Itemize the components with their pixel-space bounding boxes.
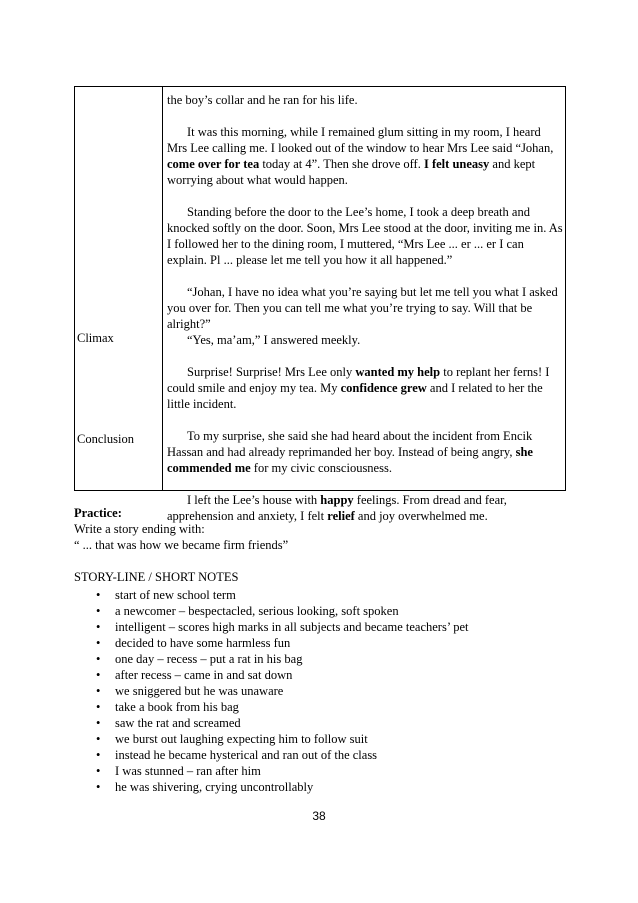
list-item: [74, 603, 574, 619]
story-paragraph-2: It was this morning, while I remained glum sitting in my room, I heard Mrs Lee calling me. I looked out of the window to hear Mrs Lee said “Johan, come over for tea today at 4”. Then she drove off. I felt uneasy and kept worrying about what would happen.: [167, 125, 554, 187]
page-number: 38: [312, 809, 326, 823]
bullet-icon: •: [96, 588, 101, 602]
story-paragraph-5: “Yes, ma’am,” I answered meekly.: [187, 333, 361, 347]
list-item-text: decided to have some harmless fun: [115, 636, 291, 650]
notes-heading: STORY-LINE / SHORT NOTES: [74, 570, 239, 584]
list-item: [74, 587, 574, 603]
list-item-text: instead he became hysterical and ran out of the class: [115, 748, 378, 762]
list-item: [74, 651, 574, 667]
story-paragraph-1: the boy’s collar and he ran for his life.: [167, 93, 358, 107]
bullet-icon: •: [96, 684, 101, 698]
list-item: [74, 731, 574, 747]
bullet-icon: •: [96, 748, 101, 762]
practice-instruction: Write a story ending with:: [74, 522, 205, 536]
story-paragraph-7: To my surprise, she said she had heard about the incident from Encik Hassan and had already reprimanded her boy. Instead of being angry, she commended me for my civic consciousness.: [167, 429, 533, 475]
list-item-text: a newcomer – bespectacled, serious looking, soft spoken: [115, 604, 399, 618]
list-item: [74, 715, 574, 731]
bullet-icon: •: [96, 668, 101, 682]
story-paragraph-6: Surprise! Surprise! Mrs Lee only wanted my help to replant her ferns! I could smile and enjoy my tea. My confidence grew and I related to her the little incident.: [167, 365, 550, 411]
list-item-text: saw the rat and screamed: [115, 716, 241, 730]
list-item-text: we sniggered but he was unaware: [115, 684, 284, 698]
bullet-icon: •: [96, 716, 101, 730]
bullet-icon: •: [96, 652, 101, 666]
list-item: [74, 699, 574, 715]
list-item: [74, 683, 574, 699]
bullet-icon: •: [96, 604, 101, 618]
practice-heading: Practice:: [74, 506, 122, 520]
list-item: [74, 635, 574, 651]
list-item-text: intelligent – scores high marks in all subjects and became teachers’ pet: [115, 620, 469, 634]
story-paragraph-4: “Johan, I have no idea what you’re saying but let me tell you what I asked you over for. Then you can tell me what you’re trying to say. Will that be alright?”: [167, 285, 558, 331]
list-item: [74, 619, 574, 635]
list-item-text: after recess – came in and sat down: [115, 668, 293, 682]
bullet-icon: •: [96, 636, 101, 650]
bullet-icon: •: [96, 780, 101, 794]
practice-section: [74, 505, 574, 795]
story-paragraph-3: Standing before the door to the Lee’s home, I took a deep breath and knocked softly on the door. Soon, Mrs Lee stood at the door, inviting me in. As I followed her to the dining room, I muttered, “Mrs Lee ... er ... er I can explain. Pl ... please let me tell you how it all happened.”: [167, 205, 563, 267]
conclusion-label: Conclusion: [77, 432, 134, 446]
bullet-icon: •: [96, 732, 101, 746]
list-item-text: I was stunned – ran after him: [115, 764, 261, 778]
climax-label: Climax: [77, 331, 114, 345]
list-item: [74, 747, 574, 763]
list-item-text: take a book from his bag: [115, 700, 239, 714]
list-item-text: we burst out laughing expecting him to follow suit: [115, 732, 368, 746]
bullet-icon: •: [96, 620, 101, 634]
story-paragraph-8: I left the Lee’s house with happy feelings. From dread and fear, apprehension and anxiety, I felt relief and joy overwhelmed me.: [167, 493, 507, 523]
practice-ending-prompt: “ ... that was how we became firm friends”: [74, 538, 289, 552]
bullet-icon: •: [96, 764, 101, 778]
story-text: [167, 92, 563, 524]
bullet-icon: •: [96, 700, 101, 714]
notes-list: [74, 587, 574, 795]
list-item: [74, 779, 574, 795]
list-item: [74, 667, 574, 683]
list-item-text: one day – recess – put a rat in his bag: [115, 652, 303, 666]
list-item-text: start of new school term: [115, 588, 236, 602]
list-item-text: he was shivering, crying uncontrollably: [115, 780, 314, 794]
list-item: [74, 763, 574, 779]
column-divider: [162, 87, 163, 490]
